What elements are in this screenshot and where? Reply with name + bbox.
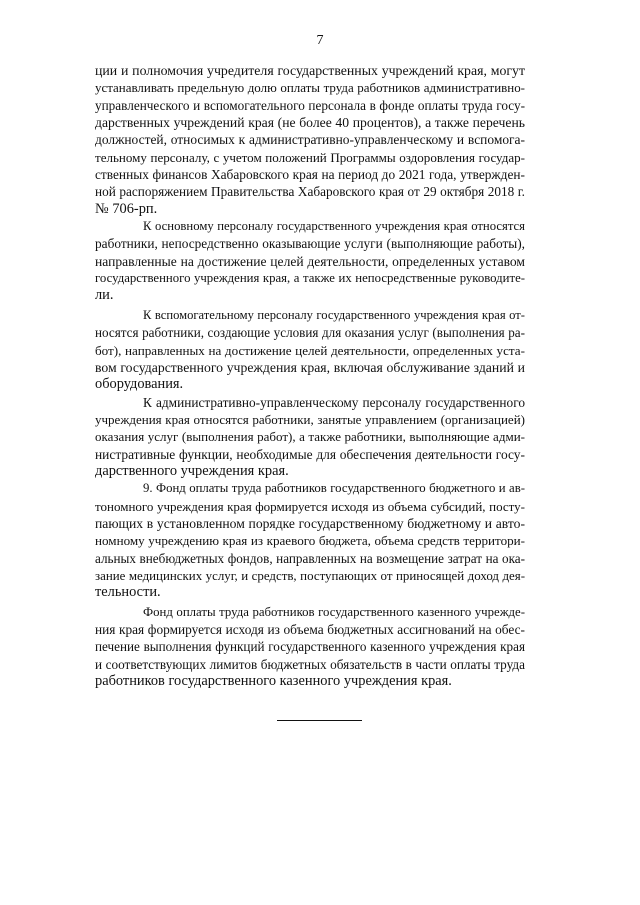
paragraph-main-staff (95, 218, 525, 305)
document-body (95, 62, 525, 690)
text-line: бот), направленных на достижение целей деятельности, определенных уста- (95, 342, 525, 358)
paragraph-state-institution-fund (95, 604, 525, 691)
text-line: К вспомогательному персоналу государственного учреждения края от- (143, 307, 525, 322)
text-line: управленческого и вспомогательного персонала в фонде оплаты труда госу- (95, 97, 525, 113)
page-number: 7 (316, 33, 324, 48)
text-line: 9. Фонд оплаты труда работников государственного бюджетного и ав- (143, 481, 525, 496)
text-line: тельности. (95, 584, 161, 601)
text-line: вом государственного учреждения края, включая обслуживание зданий и (95, 359, 525, 375)
text-line: номному учреждению края из краевого бюджета, объема средств территори- (95, 533, 525, 549)
text-line: и соответствующих лимитов бюджетных обязательств в части оплаты труда (95, 656, 525, 672)
text-line: ния края формируется исходя из объема бюджетных ассигнований на обес- (95, 622, 525, 637)
text-line: носятся работники, создающие условия для оказания услуг (выполнения ра- (95, 325, 525, 341)
text-line: Фонд оплаты труда работников государственного казенного учрежде- (143, 604, 525, 619)
text-line: работников государственного казенного учреждения края. (95, 673, 452, 690)
text-line: К основному персоналу государственного учреждения края относятся (143, 219, 525, 234)
text-line: ли. (95, 287, 114, 304)
text-line: ственных финансов Хабаровского края на период до 2021 года, утвержден- (95, 167, 525, 183)
paragraph-item-9 (95, 480, 525, 601)
text-line: работники, непосредственно оказывающие услуги (выполняющие работы), (95, 236, 525, 252)
text-line: дарственных учреждений края (не более 40 процентов), а также перечень (95, 115, 525, 131)
text-line: № 706-рп. (95, 200, 158, 217)
text-line: ции и полномочия учредителя государственных учреждений края, могут (95, 63, 525, 78)
text-line: должностей, относимых к административно-управленческому и вспомога- (95, 132, 525, 148)
text-line: альных внебюджетных фондов, направленных на возмещение затрат на ока- (95, 550, 525, 566)
text-line: тономного учреждения края формируется исходя из объема субсидий, посту- (95, 498, 525, 514)
text-line: печение выполнения функций государственного казенного учреждения края (95, 639, 525, 655)
text-line: направленные на достижение целей деятельности, определенных уставом (95, 253, 525, 269)
text-line: пающих в установленном порядке государственному бюджетному и авто- (95, 515, 525, 531)
text-line: тельному персоналу, с учетом положений Программы оздоровления государ- (95, 149, 525, 165)
text-line: устанавливать предельную долю оплаты труда работников административно- (95, 80, 525, 96)
text-line: учреждения края относятся работники, занятые управлением (организацией) (95, 411, 525, 427)
text-line: оборудования. (95, 376, 184, 393)
closing-separator-line (277, 720, 362, 721)
text-line: оказания услуг (выполнения работ), а также работники, выполняющие адми- (95, 429, 525, 445)
paragraph-support-staff (95, 307, 525, 394)
text-line: зание медицинских услуг, и средств, поступающих от приносящей доход дея- (95, 567, 525, 583)
text-line: нистративные функции, необходимые для обеспечения деятельности госу- (95, 446, 525, 462)
text-line: государственного учреждения края, а также их непосредственные руководите- (95, 271, 525, 286)
text-line: ной распоряжением Правительства Хабаровского края от 29 октября 2018 г. (95, 184, 525, 200)
text-line: дарственного учреждения края. (95, 462, 289, 479)
text-line: К административно-управленческому персоналу государственного (143, 394, 525, 410)
paragraph-continuation (95, 62, 525, 218)
paragraph-admin-staff (95, 394, 525, 481)
